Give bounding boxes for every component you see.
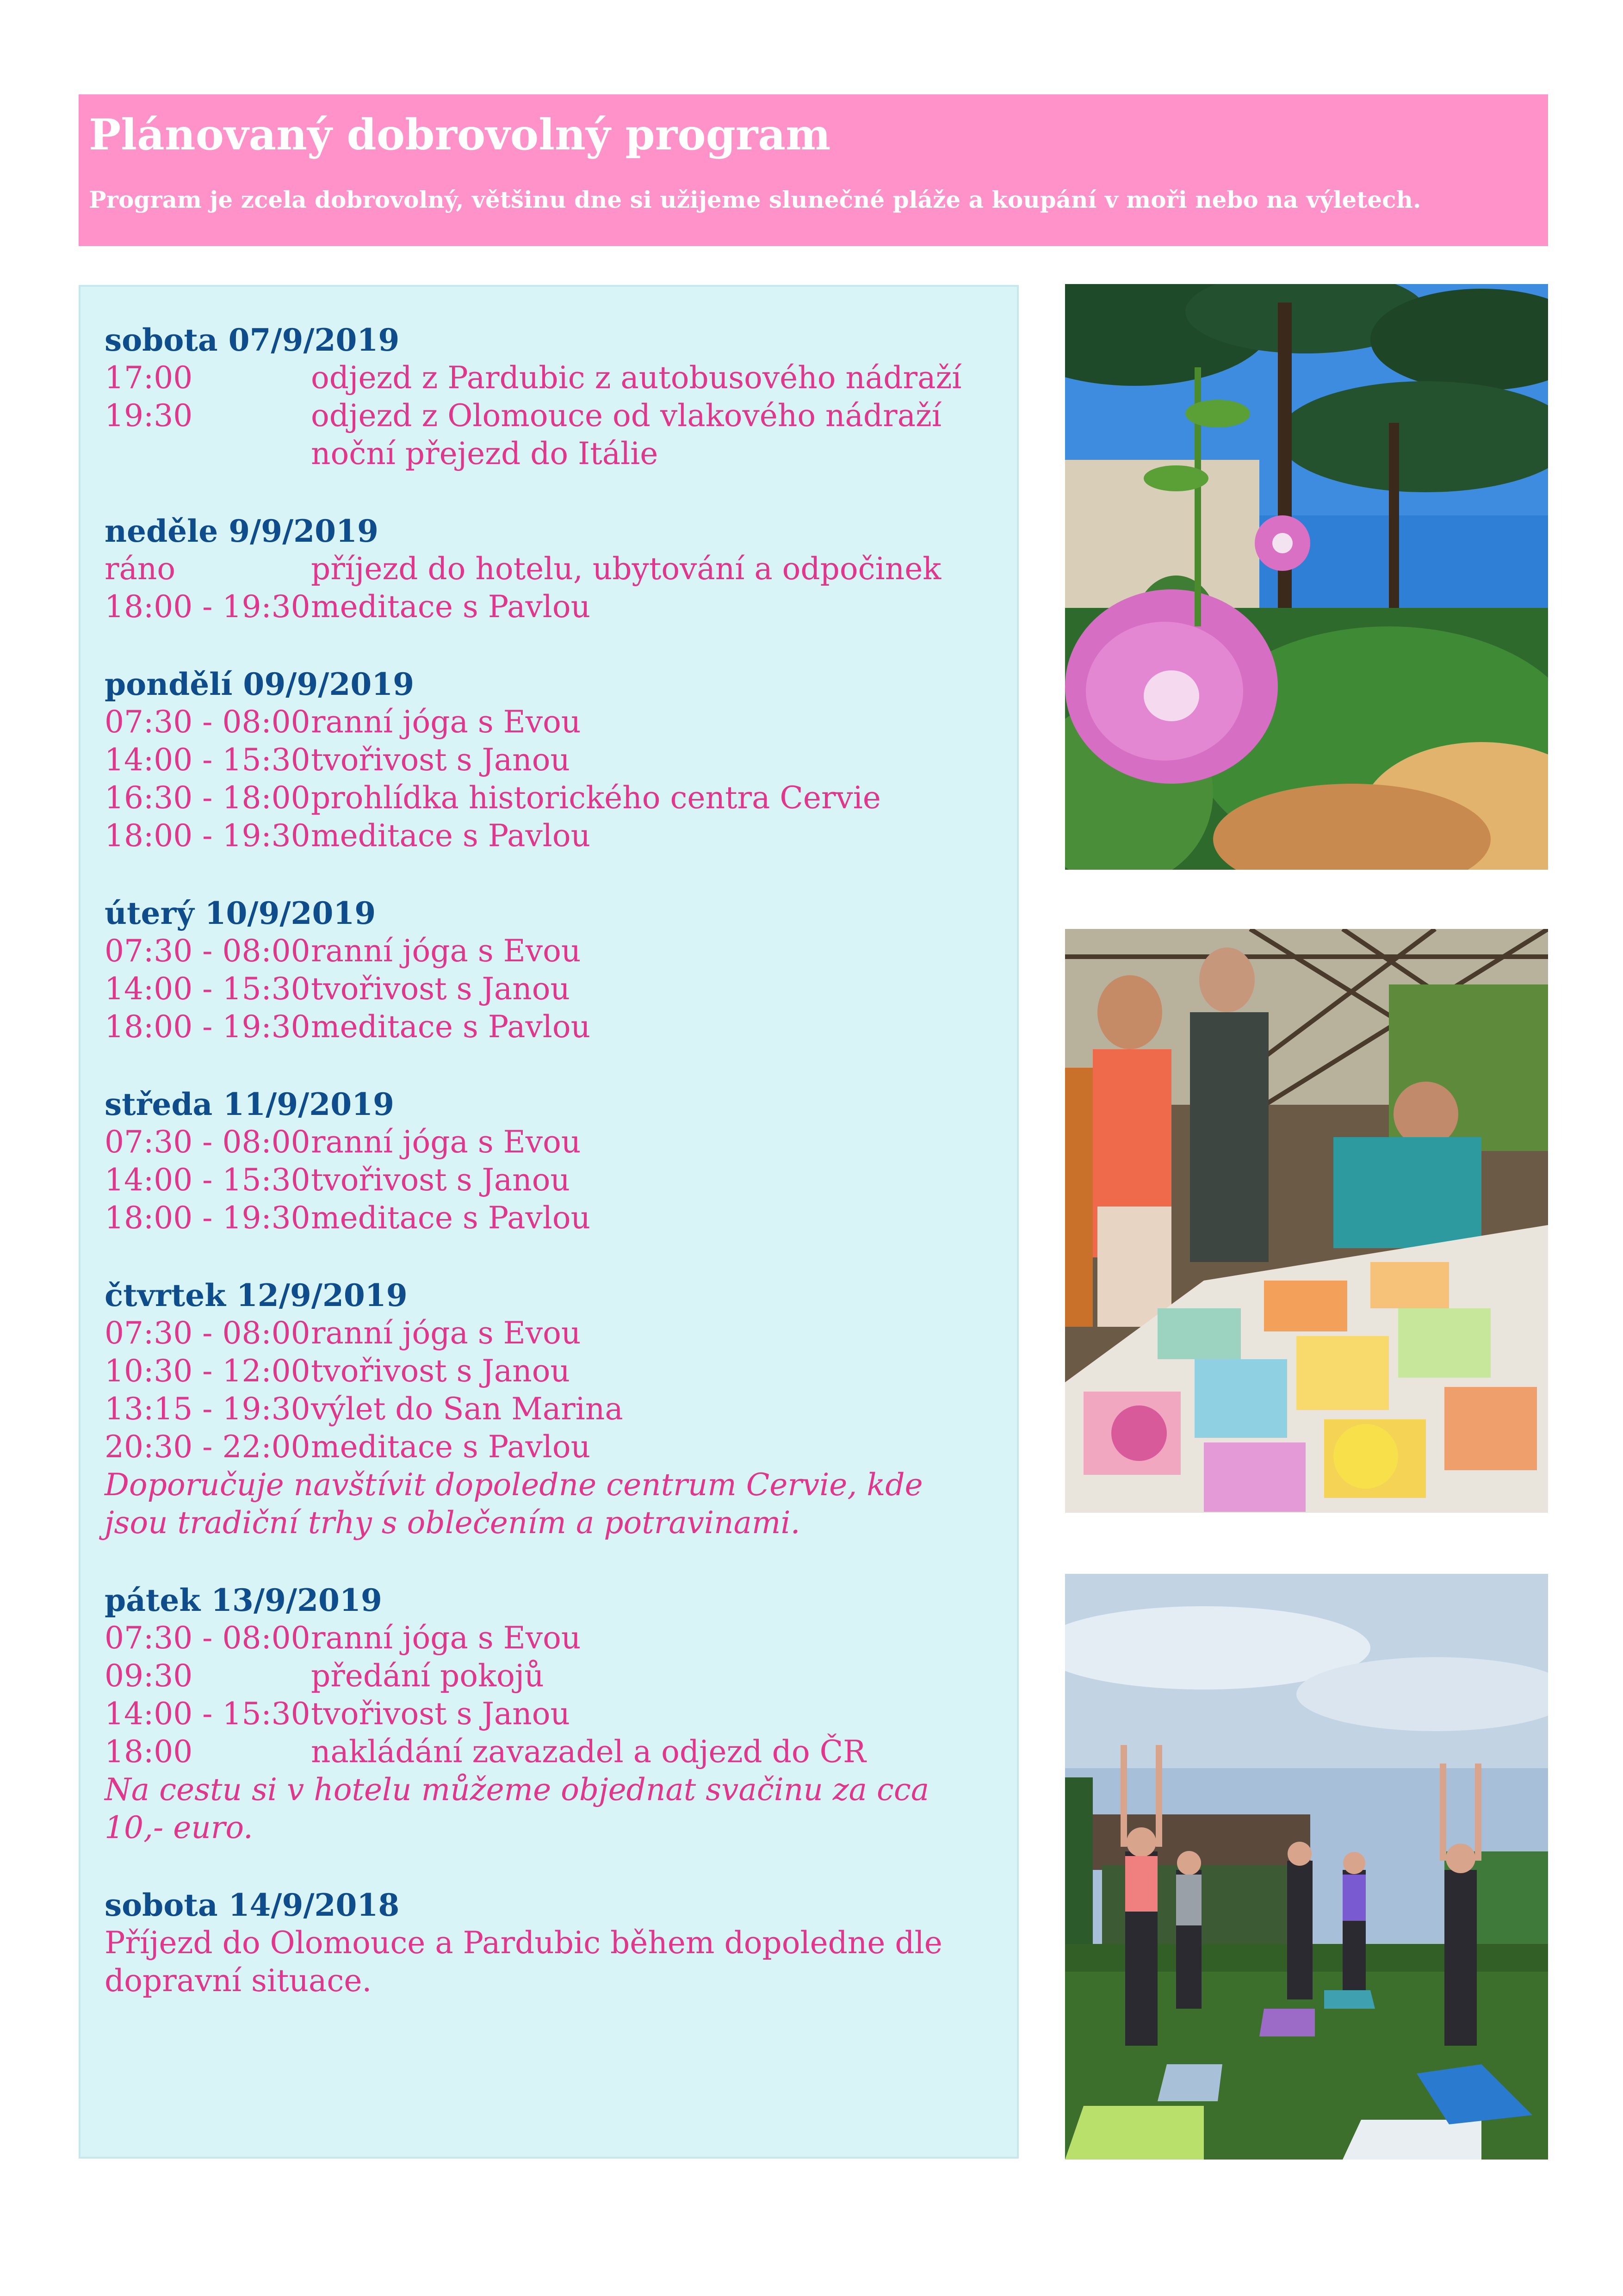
schedule-row <box>105 703 1017 741</box>
day-title: sobota 07/9/2019 <box>105 322 400 358</box>
day-title: sobota 14/9/2018 <box>105 1887 400 1923</box>
row-time <box>105 435 311 473</box>
day-title: pondělí 09/9/2019 <box>105 666 415 702</box>
schedule-row <box>105 1733 1017 1771</box>
photo-painting-workshop <box>1065 929 1548 1513</box>
photo-outdoor-yoga <box>1065 1574 1548 2160</box>
day-note: Na cestu si v hotelu můžeme objednat svačinu za cca 10,- euro. <box>105 1772 929 1845</box>
row-time: 07:30 - 08:00 <box>105 1620 310 1656</box>
yoga-photo-drawing <box>1065 1574 1548 2160</box>
page-title: Plánovaný dobrovolný program <box>89 110 831 160</box>
day-thursday <box>105 1276 1017 1542</box>
day-title: středa 11/9/2019 <box>105 1086 394 1122</box>
day-text: Příjezd do Olomouce a Pardubic během dopoledne dle dopravní situace. <box>105 1925 942 1999</box>
schedule-row <box>105 1352 1017 1390</box>
row-time: 07:30 - 08:00 <box>105 1315 310 1351</box>
schedule-row <box>105 932 1017 970</box>
day-title: úterý 10/9/2019 <box>105 895 376 931</box>
schedule-row <box>105 1199 1017 1237</box>
schedule-row <box>105 359 1017 397</box>
schedule-panel <box>79 285 1019 2159</box>
row-activity: tvořivost s Janou <box>311 742 570 778</box>
schedule-row <box>105 1695 1017 1733</box>
day-title: pátek 13/9/2019 <box>105 1582 382 1618</box>
schedule-row <box>105 550 1017 588</box>
schedule-row <box>105 397 1017 435</box>
row-activity: meditace s Pavlou <box>311 1200 591 1236</box>
schedule-row <box>105 1390 1017 1428</box>
row-time: ráno <box>105 551 176 587</box>
row-activity: ranní jóga s Evou <box>311 704 581 740</box>
row-activity: předání pokojů <box>311 1658 544 1694</box>
row-time: 14:00 - 15:30 <box>105 1162 310 1198</box>
row-activity: nakládání zavazadel a odjezd do ČR <box>311 1734 866 1770</box>
row-activity: ranní jóga s Evou <box>311 1124 581 1160</box>
schedule-row <box>105 1428 1017 1466</box>
row-activity: tvořivost s Janou <box>311 1162 570 1198</box>
day-saturday-start <box>105 321 1017 473</box>
row-time: 14:00 - 15:30 <box>105 742 310 778</box>
row-time: 16:30 - 18:00 <box>105 780 310 816</box>
day-friday <box>105 1581 1017 1847</box>
row-activity: ranní jóga s Evou <box>311 1620 581 1656</box>
row-time: 13:15 - 19:30 <box>105 1391 310 1427</box>
row-activity: odjezd z Pardubic z autobusového nádraží <box>311 360 962 396</box>
row-activity: ranní jóga s Evou <box>311 1315 581 1351</box>
page-subtitle: Program je zcela dobrovolný, většinu dne si užijeme slunečné pláže a koupání v moři nebo na výletech. <box>89 186 1421 214</box>
day-tuesday <box>105 894 1017 1046</box>
row-activity: tvořivost s Janou <box>311 1353 570 1389</box>
schedule-row <box>105 1619 1017 1657</box>
schedule-row <box>105 817 1017 855</box>
day-monday <box>105 665 1017 855</box>
row-activity: prohlídka historického centra Cervie <box>311 780 881 816</box>
row-time: 18:00 <box>105 1734 193 1770</box>
header-banner <box>79 94 1548 246</box>
row-time: 18:00 - 19:30 <box>105 818 310 854</box>
schedule-row <box>105 588 1017 626</box>
row-time: 17:00 <box>105 360 193 396</box>
schedule-row <box>105 741 1017 779</box>
schedule-row <box>105 1123 1017 1161</box>
row-time: 18:00 - 19:30 <box>105 1009 310 1045</box>
row-time: 18:00 - 19:30 <box>105 1200 310 1236</box>
row-activity: tvořivost s Janou <box>311 1696 570 1732</box>
row-activity: meditace s Pavlou <box>311 589 591 625</box>
row-activity: ranní jóga s Evou <box>311 933 581 969</box>
row-time: 09:30 <box>105 1658 193 1694</box>
row-time: 18:00 - 19:30 <box>105 589 310 625</box>
row-activity: výlet do San Marina <box>311 1391 623 1427</box>
schedule-row <box>105 779 1017 817</box>
row-activity: odjezd z Olomouce od vlakového nádraží <box>311 398 942 433</box>
day-wednesday <box>105 1085 1017 1237</box>
schedule-row <box>105 1657 1017 1695</box>
photo-hibiscus-garden <box>1065 284 1548 870</box>
row-activity: příjezd do hotelu, ubytování a odpočinek <box>311 551 942 587</box>
row-activity: meditace s Pavlou <box>311 1429 591 1465</box>
day-saturday-return <box>105 1886 1017 2000</box>
row-time: 07:30 - 08:00 <box>105 933 310 969</box>
day-sunday <box>105 512 1017 626</box>
row-time: 20:30 - 22:00 <box>105 1429 310 1465</box>
row-time: 14:00 - 15:30 <box>105 971 310 1007</box>
row-time: 07:30 - 08:00 <box>105 704 310 740</box>
schedule-row <box>105 1161 1017 1199</box>
row-time: 14:00 - 15:30 <box>105 1696 310 1732</box>
row-time: 07:30 - 08:00 <box>105 1124 310 1160</box>
schedule-row <box>105 1008 1017 1046</box>
row-activity: meditace s Pavlou <box>311 1009 591 1045</box>
schedule-row <box>105 1314 1017 1352</box>
row-time: 19:30 <box>105 398 193 433</box>
day-title: neděle 9/9/2019 <box>105 513 378 549</box>
row-activity: tvořivost s Janou <box>311 971 570 1007</box>
hibiscus-photo-drawing <box>1065 284 1548 870</box>
day-title: čtvrtek 12/9/2019 <box>105 1277 408 1313</box>
row-activity: noční přejezd do Itálie <box>311 436 658 471</box>
schedule-row <box>105 970 1017 1008</box>
workshop-photo-drawing <box>1065 929 1548 1513</box>
row-time: 10:30 - 12:00 <box>105 1353 310 1389</box>
row-activity: meditace s Pavlou <box>311 818 591 854</box>
day-note: Doporučuje navštívit dopoledne centrum Cervie, kde jsou tradiční trhy s oblečením a potravinami. <box>105 1467 923 1541</box>
schedule-row <box>105 435 1017 473</box>
